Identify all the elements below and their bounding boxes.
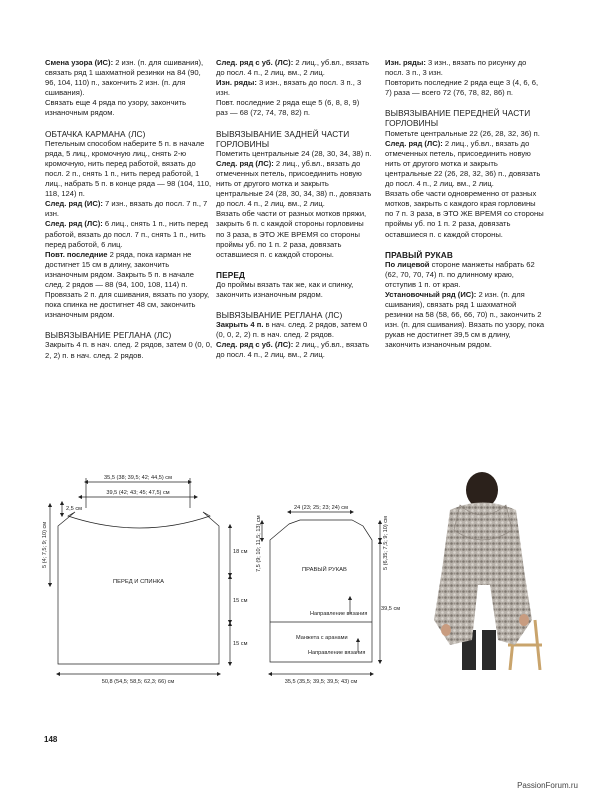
paragraph: Установочный ряд (ИС): 2 изн. (п. для сшивания), связать ряд 1 шахматной резинки на 58 (58, 66, 66, 70) п., закончить 2 изн. (п. для сшивания). Вязать по узору, пока рукав не достигнет 39,5 см в длину, закончить изнаночным рядом. [385,289,545,350]
sleeve-dim-top: 24 (23; 25; 23; 24) см [294,505,348,511]
paragraph: Вязать обе части одновременно от разных мотков, закрыть с каждого края горловины по 7 п. 3 раза, в ЭТО ЖЕ ВРЕМЯ со стороны проймы уб. по 1 п. 2 раза, довязать оставшиеся п. с каждой стороны. [385,189,544,239]
sleeve-dim-bottom: 35,5 (35,5; 39,5; 39,5; 43) см [284,679,358,685]
paragraph: Повт. последние 2 ряда, пока карман не достигнет 15 см в длину, закончить изнаночным рядом. Закрыть 5 п. в начале след. 2 рядов — 88 (94, 100, 108, 114) п. [45,249,194,289]
paragraph: Повторить последние 2 ряда еще 3 (4, 6, 6, 7) раза — всего 72 (76, 78, 82, 86) п. [385,78,539,98]
sleeve-dim-right: 5 (6,35; 7,5; 9; 10) см [383,516,389,570]
paragraph: Смена узора (ИС): 2 изн. (п. для сшивания), связать ряд 1 шахматной резинки на 84 (90, 96, 104, 110) п., закончить 2 изн. (п. для сшивания). Связать еще 4 ряда по узору, закончить изнаночным рядом. [45,58,204,118]
page-number: 148 [44,735,58,744]
paragraph: Пометьте центральные 22 (26, 28, 32, 36) п. [385,128,540,138]
dim-top-2: 39,5 (42; 43; 45; 47,5) см [106,490,170,496]
watermark: PassionForum.ru [517,781,578,790]
paragraph: Петельным способом наберите 5 п. в начале ряда, 5 лиц., кромочную лиц., снять 2-ю кромочную, нить перед работой, вязать до посл. 2 п., снять 1 п., нить перед работой, 1 лиц., набрать 5 п. в конце ряда — 98 (104, 110, 118, 124) п. [45,138,212,199]
paragraph: След. ряд с уб. (ЛС): 2 лиц., уб.вл., вязать до посл. 4 п., 2 лиц. вм., 2 лиц. [216,58,370,78]
dim-right-2: 15 см [233,598,248,604]
section-heading: ВЫВЯЗЫВАНИЕ РЕГЛАНА (ЛС) [45,330,172,341]
dim-bottom: 50,8 (54,5; 58,5; 62,3; 66) см [101,679,175,685]
section-heading: ВЫВЯЗЫВАНИЕ ПЕРЕДНЕЙ ЧАСТИ ГОРЛОВИНЫ [385,108,531,129]
section-heading: ВЫВЯЗЫВАНИЕ ЗАДНЕЙ ЧАСТИ ГОРЛОВИНЫ [216,128,350,149]
dim-left: 5 (4; 7,5; 9; 10) см [42,521,48,568]
knit-direction-label: Направление вязания [310,611,368,617]
cuff-label: Манжета с аранами [296,635,348,641]
front-back-outline [58,512,219,664]
paragraph: След. ряд (ЛС): 6 лиц., снять 1 п., нить перед работой, вязать до посл. 7 п., снять 1 п., нить перед работой, 6 лиц. [45,219,209,249]
paragraph: След. ряд (ЛС): 2 лиц., уб.вл., вязать до отмеченных петель, присоединить новую нить от другого мотка и закрыть центральные 22 (26, 28, 32, 36) п., довязать до посл. 4 п., 2 лиц. вм., 2 лиц. [385,138,541,189]
dim-top-1: 35,5 (38; 39,5; 42; 44,5) см [104,475,172,481]
model-photo [420,470,554,670]
paragraph: След. ряд (ИС): 7 изн., вязать до посл. 7 п., 7 изн. [45,199,208,219]
sleeve-dim-left: 7,5 (9; 10; 11,5; 13) см [256,515,262,572]
paragraph: Закрыть 4 п. в нач. след. 2 рядов, затем 0 (0, 0, 2, 2) п. в нач. след. 2 рядов. [45,340,213,360]
dim-right-3: 15 см [233,641,248,647]
dim-right-1: 18 см [233,549,248,555]
paragraph: Изн. ряды: 3 изн., вязать до посл. 3 п., 3 изн. [216,78,362,98]
knit-direction-label: Направление вязания [308,650,366,656]
section-heading: ОБТАЧКА КАРМАНА (ЛС) [45,128,146,139]
paragraph: Вязать обе части от разных мотков пряжи, закрыть 6 п. с каждой стороны горловины по 3 раза, в ЭТО ЖЕ ВРЕМЯ со стороны проймы уб. по 1 п. 2 раза, довязать оставшиеся п. с каждой стороны. [216,209,367,259]
piece-label-front-back: ПЕРЕД И СПИНКА [113,579,165,585]
sleeve-dim-height: 39,5 см [381,606,401,612]
paragraph: След. ряд (ЛС): 2 лиц., уб.вл., вязать до отмеченных петель, присоединить новую нить от другого мотка и закрыть центральные 24 (28, 30, 34, 38) п., довязать до посл. 4 п., 2 лиц. вм., 2 лиц. [216,158,372,209]
paragraph: По лицевой стороне манжеты набрать 62 (62, 70, 70, 74) п. по длинному краю, отступив 1 п. от края. [385,259,535,289]
paragraph: Провязать 2 п. для сшивания, вязать по узору, пока спинка не достигнет 48 см, закончить изнаночным рядом. [45,290,210,320]
section-heading: ПЕРЕД [216,269,245,280]
paragraph: Закрыть 4 п. в нач. след. 2 рядов, затем 0 (0, 0, 2, 2) п. в нач. след. 2 рядов. [216,320,368,340]
section-heading: ПРАВЫЙ РУКАВ [385,249,453,260]
section-heading: ВЫВЯЗЫВАНИЕ РЕГЛАНА (ЛС) [216,310,343,321]
dim-neck: 2,5 см [66,506,82,512]
paragraph: След. ряд с уб. (ЛС): 2 лиц., уб.вл., вязать до посл. 4 п., 2 лиц. вм., 2 лиц. [216,340,370,360]
paragraph: Пометить центральные 24 (28, 30, 34, 38) п. [216,148,372,158]
paragraph: Повт. последние 2 ряда еще 5 (6, 8, 8, 9) раз — 68 (72, 74, 78, 82) п. [216,98,360,118]
paragraph: До проймы вязать так же, как и спинку, закончить изнаночным рядом. [216,279,354,299]
paragraph: Изн. ряды: 3 изн., вязать по рисунку до посл. 3 п., 3 изн. [385,58,527,78]
piece-label-sleeve: ПРАВЫЙ РУКАВ [302,567,347,573]
